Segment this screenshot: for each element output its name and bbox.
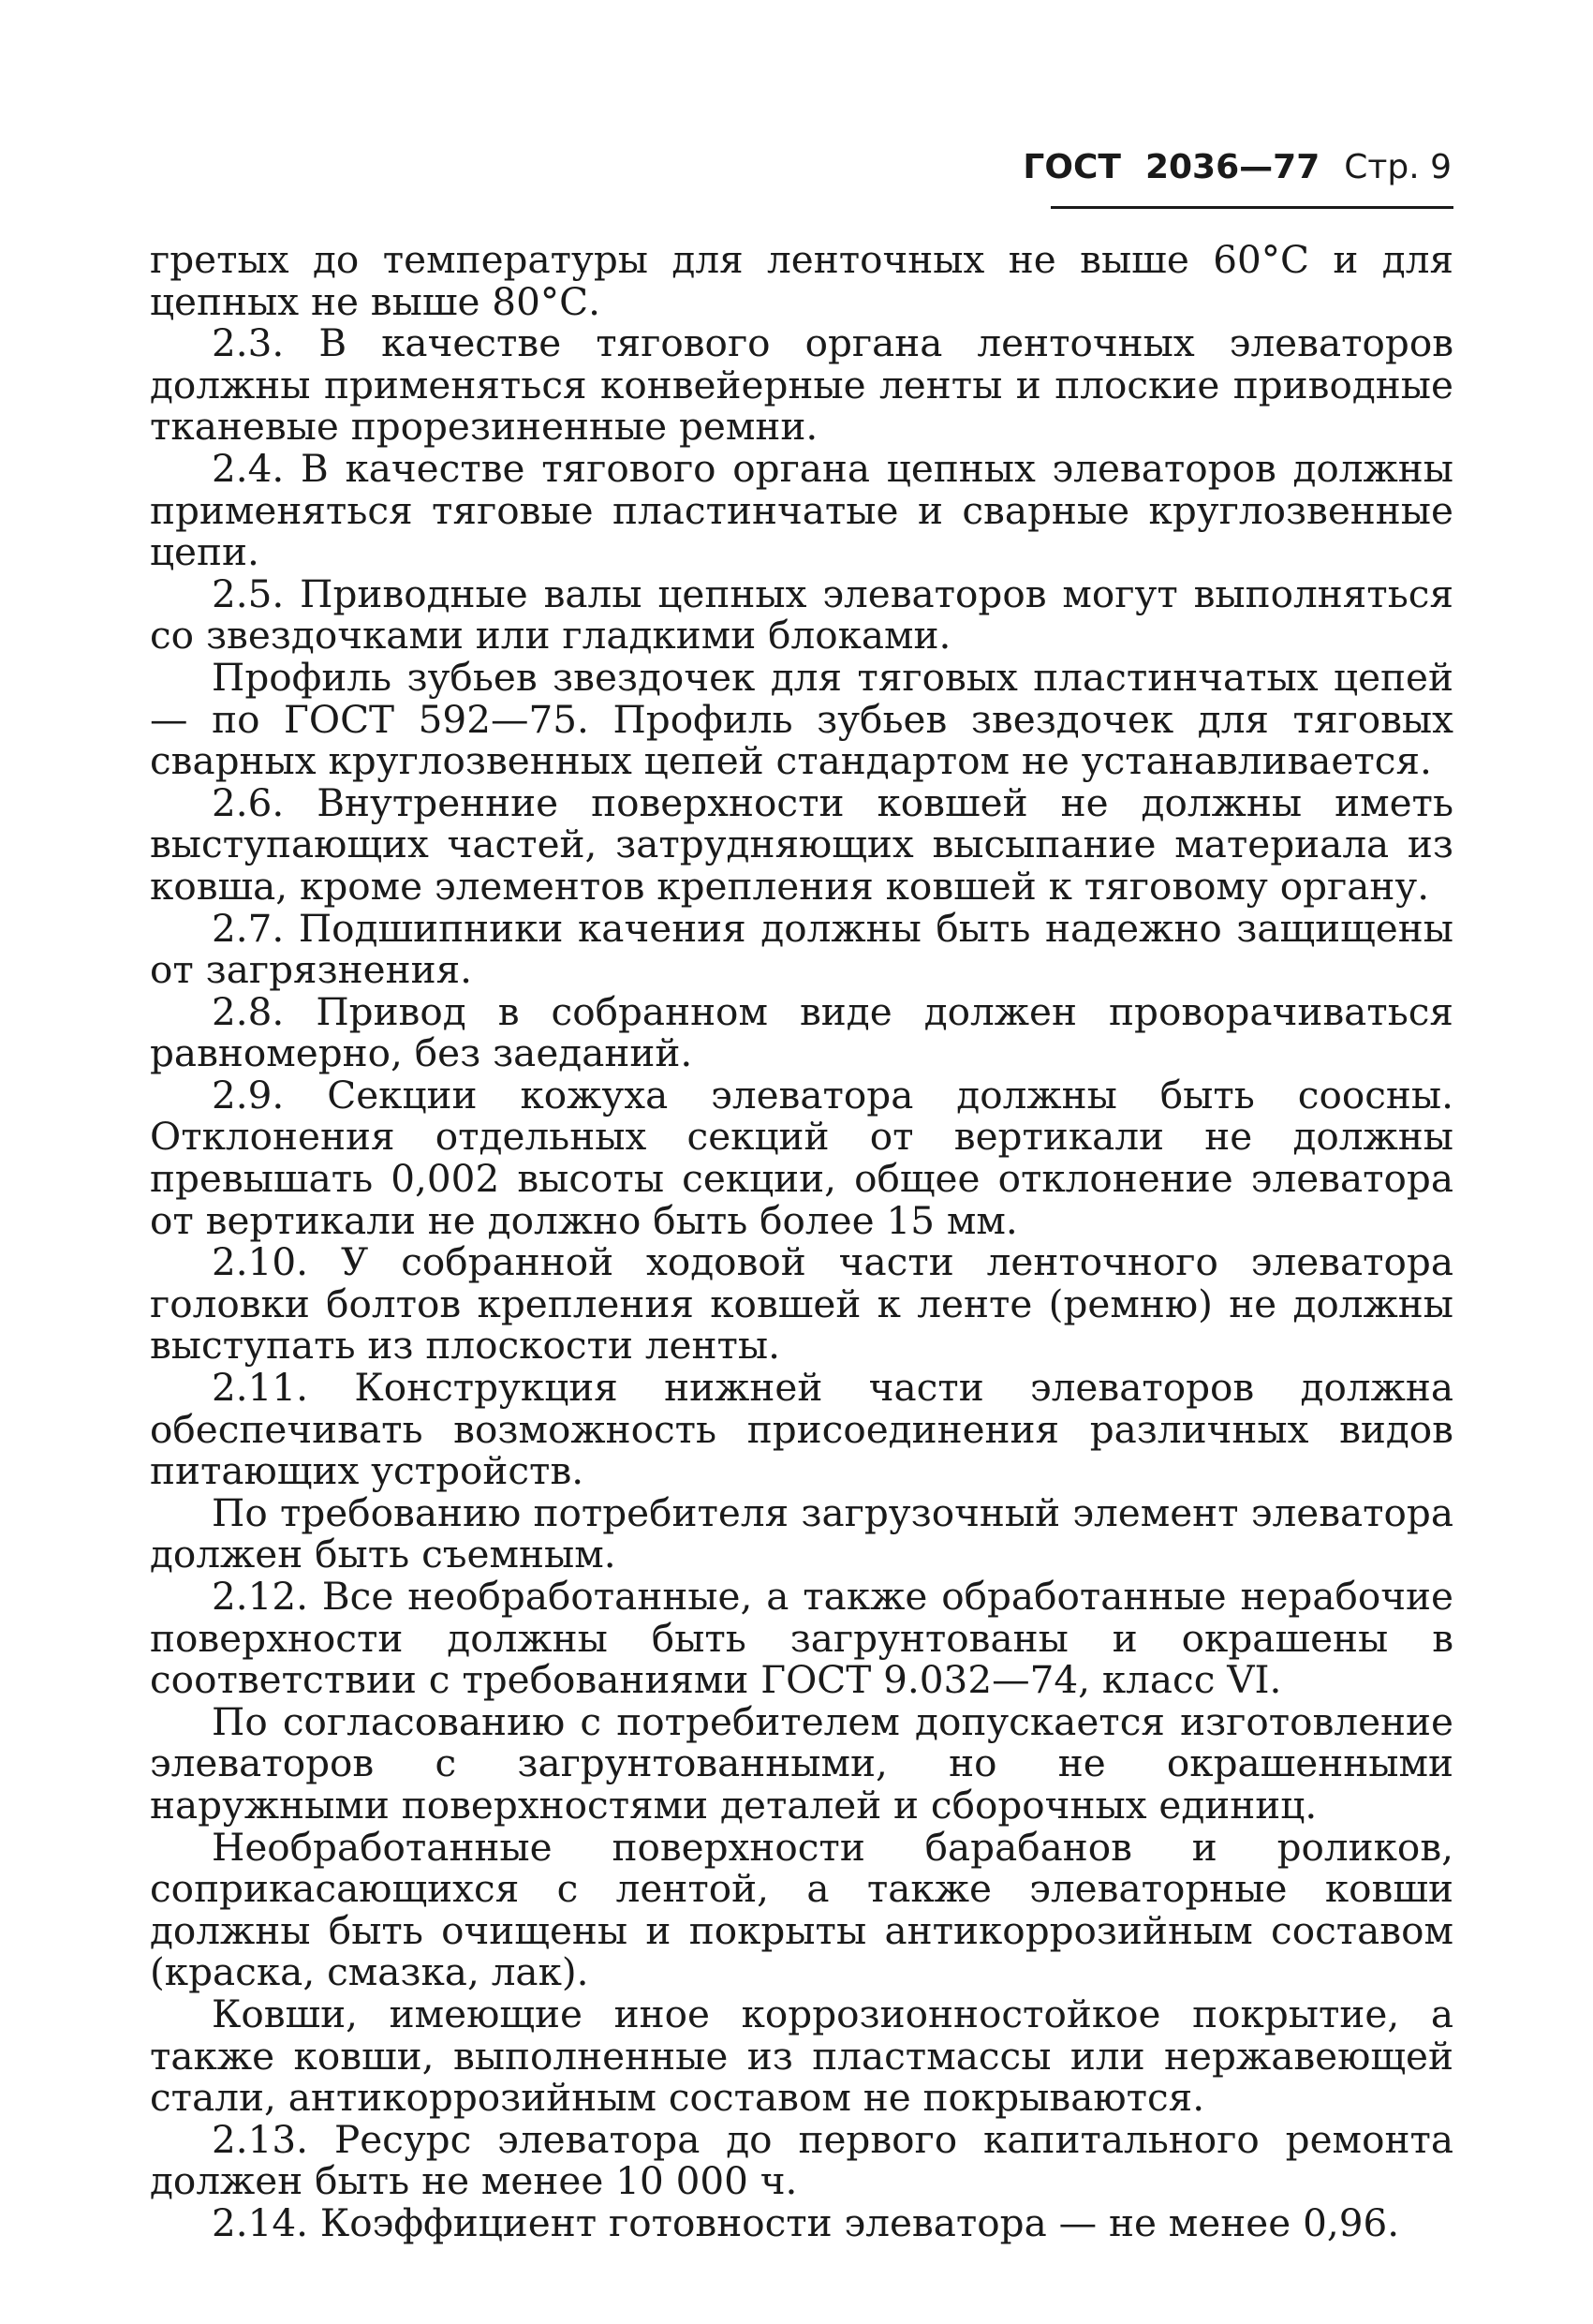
clause-2-3: 2.3. В качестве тягового органа ленточных элеваторов должны применяться конвейерные ленты и плоские приводные тканевые прорезиненные ремни. — [150, 320, 1453, 450]
clause-2-8: 2.8. Привод в собранном виде должен проворачиваться равномерно, без заеданий. — [150, 988, 1453, 1076]
clause-2-7: 2.7. Подшипники качения должны быть надежно защищены от загрязнения. — [150, 905, 1453, 993]
clause-2-5: 2.5. Приводные валы цепных элеваторов могут выполняться со звездочками или гладкими блоками. — [150, 570, 1453, 659]
clause-2-12: 2.12. Все необработанные, а также обработанные нерабочие поверхности должны быть загрунтованы и окрашены в соответствии с требованиями ГОСТ 9.032—74, класс VI. — [150, 1574, 1453, 1703]
clause-2-11: 2.11. Конструкция нижней части элеваторов должна обеспечивать возможность присоединения различных видов питающих устройств. — [150, 1365, 1453, 1494]
clause-2-11-removable-element: По требованию потребителя загрузочный элемент элеватора должен быть съемным. — [150, 1489, 1453, 1577]
clause-2-9: 2.9. Секции кожуха элеватора должны быть соосны. Отклонения отдельных секций от вертикали не должны превышать 0,002 высоты секции, общее отклонение элеватора от вертикали не должно быть более 15 мм. — [150, 1072, 1453, 1243]
clause-2-12-anticorrosion: Необработанные поверхности барабанов и роликов, соприкасающихся с лентой, а также элеваторные ковши должны быть очищены и покрыты антикоррозийным составом (краска, смазка, лак). — [150, 1824, 1453, 1995]
clause-2-14: 2.14. Коэффициент готовности элеватора — не менее 0,96. — [212, 2199, 1400, 2245]
clause-2-10: 2.10. У собранной ходовой части ленточного элеватора головки болтов крепления ковшей к ленте (ремню) не должны выступать из плоскости ленты. — [150, 1239, 1453, 1369]
header-rule — [1051, 206, 1453, 209]
clause-2-12-primed-surfaces: По согласованию с потребителем допускается изготовление элеваторов с загрунтованными, но не окрашенными наружными поверхностями деталей и сборочных единиц. — [150, 1698, 1453, 1828]
clause-2-13: 2.13. Ресурс элеватора до первого капитального ремонта должен быть не менее 10 000 ч. — [150, 2116, 1453, 2204]
standard-label: ГОСТ — [1023, 148, 1121, 186]
standard-number: 2036—77 — [1144, 148, 1320, 186]
page-number: Стр. 9 — [1344, 148, 1452, 186]
document-body — [150, 239, 1453, 2244]
clause-2-5-sprocket-profile: Профиль зубьев звездочек для тяговых пластинчатых цепей — по ГОСТ 592—75. Профиль зубьев звездочек для тяговых сварных круглозвенных цепей стандартом не устанавливается. — [150, 654, 1453, 784]
clause-2-4: 2.4. В качестве тягового органа цепных элеваторов должны применяться тяговые пластинчатые и сварные круглозвенные цепи. — [150, 445, 1453, 575]
clause-2-6: 2.6. Внутренние поверхности ковшей не должны иметь выступающих частей, затрудняющих высыпание материала из ковша, кроме элементов крепления ковшей к тяговому органу. — [150, 779, 1453, 909]
page-header — [1011, 148, 1452, 204]
clause-2-12-buckets: Ковши, имеющие иное коррозионностойкое покрытие, а также ковши, выполненные из пластмассы или нержавеющей стали, антикоррозийным составом не покрываются. — [150, 1991, 1453, 2121]
paragraph-continuation: гретых до температуры для ленточных не выше 60°С и для цепных не выше 80°С. — [150, 237, 1453, 324]
